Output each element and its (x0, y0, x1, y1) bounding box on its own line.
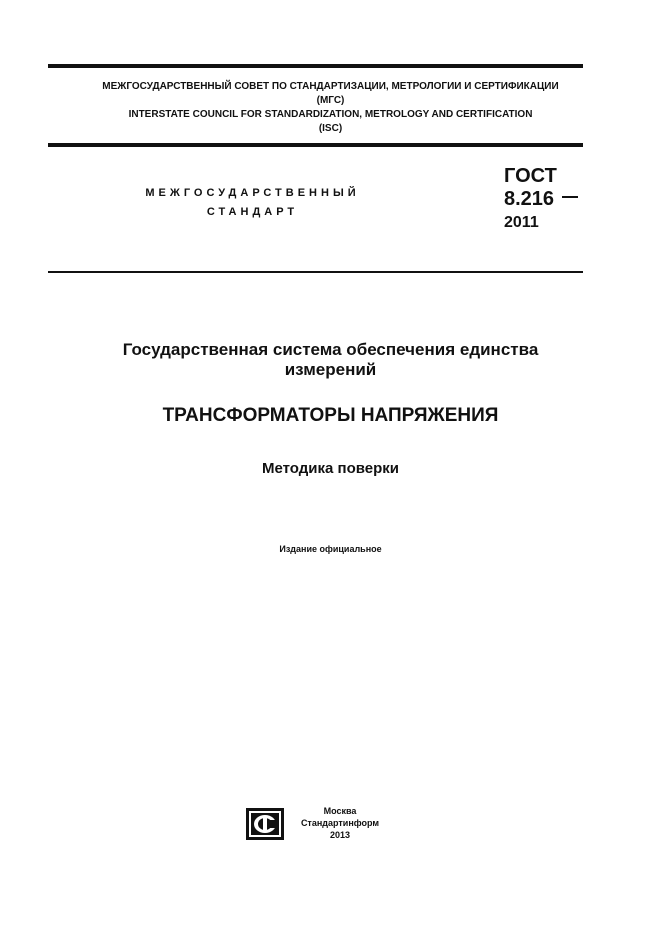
publisher-year: 2013 (329, 830, 351, 840)
gost-number-dash (562, 196, 578, 198)
series-title-line1: Государственная система обеспечения единства (122, 340, 539, 359)
top-rule (48, 64, 583, 68)
council-rule (48, 143, 583, 147)
series-title-line2: измерений (284, 360, 377, 379)
gost-year: 2011 (504, 214, 539, 231)
council-ru-abbr: (МГС) (316, 95, 345, 106)
publisher-name: Стандартинформ (300, 818, 380, 828)
gost-label: ГОСТ (504, 165, 557, 187)
subtitle: Методика поверки (262, 460, 399, 477)
header-rule (48, 271, 583, 273)
council-en-name: INTERSTATE COUNCIL FOR STANDARDIZATION, METROLOGY AND CERTIFICATION (128, 109, 533, 120)
standard-kind-line2: СТАНДАРТ (206, 206, 299, 218)
gost-number: 8.216 (504, 188, 555, 210)
council-en-abbr: (ISC) (318, 123, 343, 134)
main-title: ТРАНСФОРМАТОРЫ НАПРЯЖЕНИЯ (162, 405, 499, 426)
edition-note: Издание официальное (279, 544, 382, 554)
standartinform-logo-icon (246, 808, 284, 840)
publisher-city: Москва (323, 806, 357, 816)
standard-kind-line1: МЕЖГОСУДАРСТВЕННЫЙ (145, 187, 360, 199)
council-ru-name: МЕЖГОСУДАРСТВЕННЫЙ СОВЕТ ПО СТАНДАРТИЗАЦИИ, МЕТРОЛОГИИ И СЕРТИФИКАЦИИ (102, 81, 559, 92)
